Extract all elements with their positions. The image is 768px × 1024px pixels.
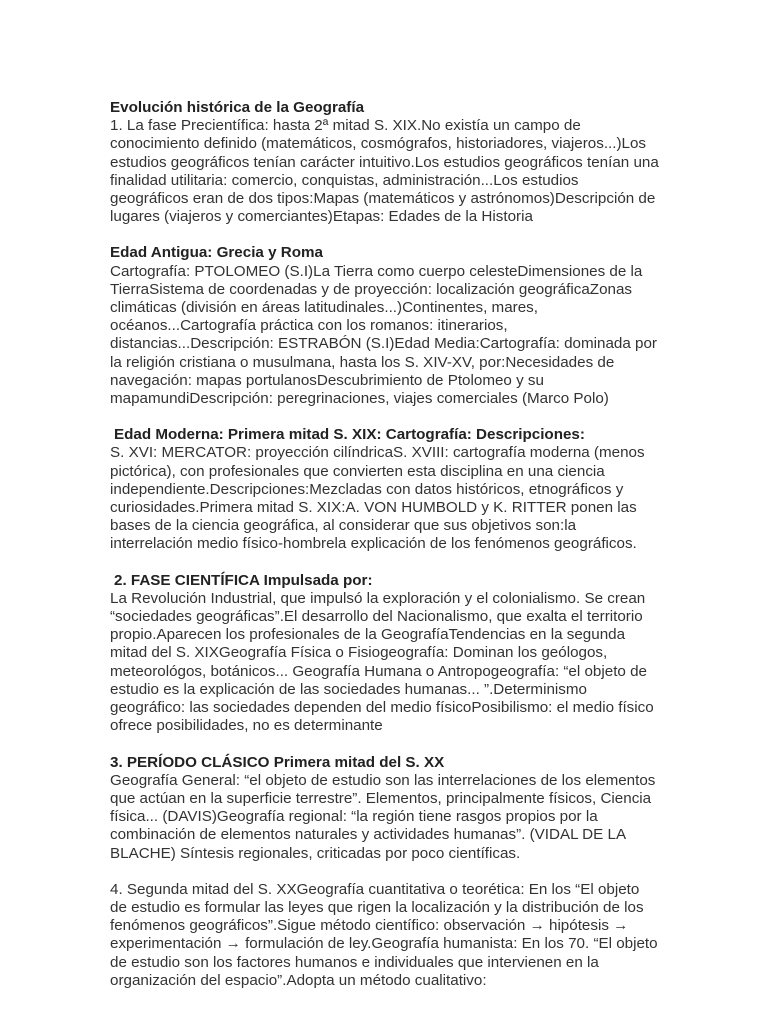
- section-paragraph: 1. La fase Precientífica: hasta 2ª mitad S. XIX.No existía un campo de conocimiento definido (matemáticos, cosmógrafos, historiadores, viajeros...)Los estudios geográficos tenían carácter intuitivo.Los estudios geográficos tenían una finalidad utilitaria: comercio, conquistas, administración...Los estudios geográficos eran de dos tipos:Mapas (matemáticos y astrónomos)Descripción de lugares (viajeros y comerciantes)Etapas: Edades de la Historia: [110, 117, 659, 226]
- section-edad-antigua: [110, 244, 660, 408]
- section-heading: Edad Antigua: Grecia y Roma: [110, 244, 323, 262]
- document-body: [110, 99, 660, 1008]
- section-heading: 2. FASE CIENTÍFICA Impulsada por:: [114, 571, 373, 589]
- section-paragraph: La Revolución Industrial, que impulsó la exploración y el colonialismo. Se crean “sociedades geográficas”.El desarrollo del Nacionalismo, que exalta el territorio propio.Aparecen los profesionales de la GeografíaTendencias en la segunda mitad del S. XIXGeografía Física o Fisiogeografía: Dominan los geólogos, meteorológos, botánicos... Geografía Humana o Antropogeografía: “el objeto de estudio es la explicación de las sociedades humanas... ”.Determinismo geográfico: las sociedades dependen del medio físicoPosibilismo: el medio físico ofrece posibilidades, no es determinante: [110, 589, 654, 735]
- section-intro: [110, 99, 660, 226]
- section-paragraph: Cartografía: PTOLOMEO (S.I)La Tierra como cuerpo celesteDimensiones de la TierraSistema de coordenadas y de proyección: localización geográficaZonas climáticas (división en áreas latitudinales...)Continentes, mares, océanos...Cartografía práctica con los romanos: itinerarios, distancias...Descripción: ESTRABÓN (S.I)Edad Media:Cartografía: dominada por la religión cristiana o musulmana, hasta los S. XIV-XV, por:Necesidades de navegación: mapas portulanosDescubrimiento de Ptolomeo y su mapamundiDescripción: peregrinaciones, viajes comerciales (Marco Polo): [110, 262, 657, 408]
- section-heading: Edad Moderna: Primera mitad S. XIX: Cartografía: Descripciones:: [114, 426, 585, 444]
- section-edad-moderna: [110, 426, 660, 553]
- section-paragraph: Geografía General: “el objeto de estudio son las interrelaciones de los elementos que actúan en la superficie terrestre”. Elementos, principalmente físicos, Ciencia física... (DAVIS)Geografía regional: “la región tiene rasgos propios por la combinación de elementos naturales y actividades humanas”. (VIDAL DE LA BLACHE) Síntesis regionales, criticadas por poco científicas.: [110, 771, 656, 862]
- document-title: Evolución histórica de la Geografía: [110, 99, 365, 116]
- section-paragraph: 4. Segunda mitad del S. XXGeografía cuantitativa o teorética: En los “El objeto de estudio es formular las leyes que rigen la localización y la distribución de los fenómenos geográficos”.Sigue método científico: observación → hipótesis → experimentación → formulación de ley.Geografía humanista: En los 70. “El objeto de estudio son los factores humanos e individuales que intervienen en la organización del espacio”.Adopta un método cualitativo:: [110, 880, 658, 989]
- section-periodo-clasico: [110, 754, 660, 863]
- section-fase-cientifica: [110, 572, 660, 736]
- section-heading: 3. PERÍODO CLÁSICO Primera mitad del S. XX: [110, 753, 445, 771]
- section-segunda-mitad: [110, 881, 660, 990]
- section-paragraph: S. XVI: MERCATOR: proyección cilíndricaS. XVIII: cartografía moderna (menos pictórica), con profesionales que convierten esta disciplina en una ciencia independiente.Descripciones:Mezcladas con datos históricos, etnográficos y curiosidades.Primera mitad S. XIX:A. VON HUMBOLD y K. RITTER ponen las bases de la ciencia geográfica, al considerar que sus objetivos son:la interrelación medio físico-hombrela explicación de los fenómenos geográficos.: [110, 444, 645, 553]
